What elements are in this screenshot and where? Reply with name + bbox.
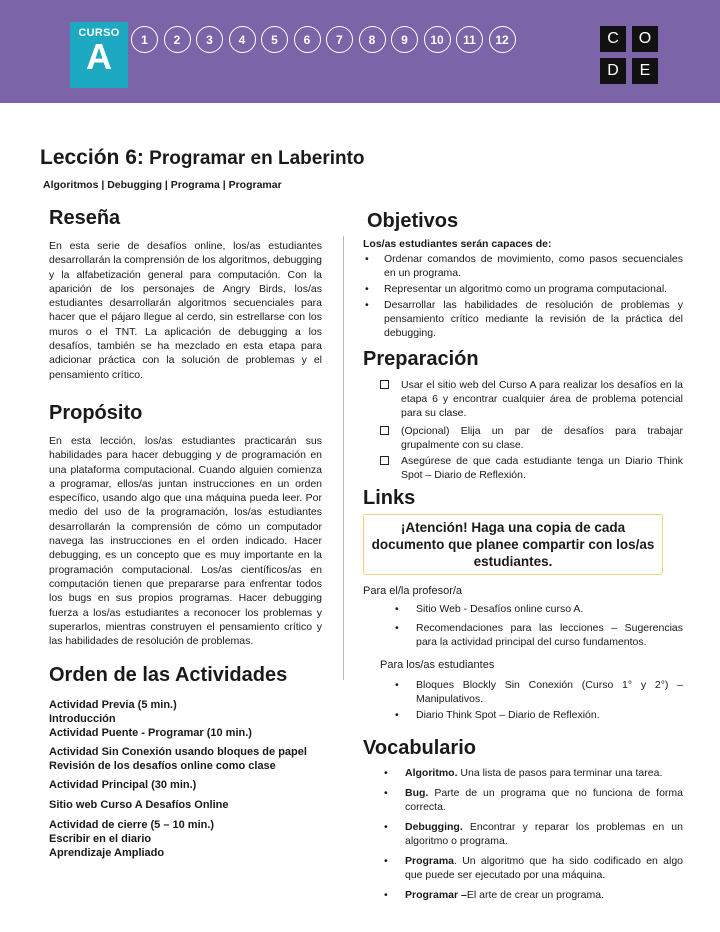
bullet-icon: • (384, 767, 388, 779)
vocab-term: Algoritmo. (405, 767, 458, 779)
teacher-link-text[interactable]: Sitio Web - Desafíos online curso A. (416, 603, 584, 615)
title-subject: Programar en Laberinto (143, 148, 365, 169)
lesson-link-6[interactable]: 6 (294, 26, 321, 53)
bullet-icon: • (365, 253, 369, 265)
column-divider (343, 236, 344, 680)
preparacion-section (363, 348, 683, 482)
preparacion-item (363, 424, 683, 452)
lesson-link-2[interactable]: 2 (164, 26, 191, 53)
links-heading: Links (363, 487, 416, 509)
vocab-definition: . Un algoritmo que ha sido codificado en algo que puede ser ejecutado por una máquina. (405, 855, 683, 881)
checkbox-icon (380, 456, 389, 465)
preparacion-heading: Preparación (363, 348, 479, 370)
course-badge[interactable] (70, 22, 128, 88)
objetivo-item (363, 252, 683, 280)
vocab-item (363, 888, 683, 902)
vocab-item (363, 820, 683, 848)
vocab-definition: Encontrar y reparar los problemas en un algoritmo o programa. (405, 821, 683, 847)
bullet-icon: • (384, 889, 388, 901)
activity-item: Revisión de los desafíos online como clase (49, 760, 276, 772)
attention-notice: ¡Atención! Haga una copia de cada documento que planee compartir con los/as estudiantes. (363, 514, 663, 575)
preparacion-item (363, 454, 683, 482)
preparacion-text: Usar el sitio web del Curso A para realizar los desafíos en la etapa 6 y encontrar cualquier área de problema potencial para su clase. (401, 379, 683, 419)
course-letter: A (86, 36, 112, 77)
activity-item: Aprendizaje Ampliado (49, 847, 165, 859)
objetivo-text: Ordenar comandos de movimiento, como pasos secuenciales en un programa. (384, 253, 683, 279)
title-lesson: Lección 6: (40, 146, 144, 169)
lesson-link-12[interactable]: 12 (489, 26, 516, 53)
activity-item: Sitio web Curso A Desafíos Online (49, 799, 229, 811)
topic-tags: Algoritmos | Debugging | Programa | Programar (43, 179, 282, 191)
teacher-link-text[interactable]: Recomendaciones para las lecciones – Sugerencias para la actividad principal del curso fundamentos. (416, 622, 683, 648)
activity-item: Introducción (49, 713, 116, 725)
logo-letter: O (632, 26, 658, 52)
objetivo-text: Desarrollar las habilidades de resolución de problemas y pensamiento crítico mediante la revisión de la práctica del debugging. (384, 299, 683, 339)
bullet-icon: • (365, 299, 369, 311)
vocab-term: Debugging. (405, 821, 463, 833)
teacher-label: Para el/la profesor/a (363, 585, 463, 597)
objetivo-text: Representar un algoritmo como un programa computacional. (384, 283, 668, 295)
bullet-icon: • (365, 283, 369, 295)
checkbox-icon (380, 426, 389, 435)
vocab-definition: Parte de un programa que no funciona de forma correcta. (405, 787, 683, 813)
course-label: CURSO (78, 27, 120, 39)
student-label: Para los/as estudiantes (380, 659, 495, 671)
vocab-term: Bug. (405, 787, 429, 799)
vocab-term: Programar – (405, 889, 467, 901)
page-title (40, 146, 365, 170)
vocab-item (363, 766, 683, 780)
lesson-link-9[interactable]: 9 (391, 26, 418, 53)
activity-item: Actividad Sin Conexión usando bloques de papel (49, 746, 307, 758)
lesson-link-5[interactable]: 5 (261, 26, 288, 53)
orden-heading: Orden de las Actividades (49, 664, 288, 686)
proposito-section (49, 402, 322, 648)
objetivo-item (363, 298, 683, 340)
links-section (363, 487, 683, 722)
vocab-item (363, 854, 683, 882)
lesson-link-10[interactable]: 10 (424, 26, 451, 53)
preparacion-item (363, 378, 683, 420)
activity-item: Actividad de cierre (5 – 10 min.) (49, 819, 215, 831)
logo-letter: E (632, 58, 658, 84)
code-logo (600, 26, 658, 84)
objetivos-section (363, 210, 683, 340)
activity-item: Actividad Previa (5 min.) (49, 699, 177, 711)
vocabulario-section (363, 737, 683, 902)
preparacion-text: (Opcional) Elija un par de desafíos para trabajar grupalmente con su clase. (401, 425, 683, 451)
student-link-item[interactable] (363, 708, 683, 722)
student-link-text[interactable]: Bloques Blockly Sin Conexión (Curso 1° y 2°) – Manipulativos. (416, 679, 683, 705)
vocab-term: Programa (405, 855, 455, 867)
bullet-icon: • (395, 603, 399, 615)
lesson-link-7[interactable]: 7 (326, 26, 353, 53)
logo-letter: D (600, 58, 626, 84)
lesson-link-11[interactable]: 11 (456, 26, 483, 53)
header-banner (0, 0, 720, 103)
logo-letter: C (600, 26, 626, 52)
student-link-text[interactable]: Diario Think Spot – Diario de Reflexión. (416, 709, 600, 721)
resena-text: En esta serie de desafíos online, los/as estudiantes desarrollarán la comprensión de los algoritmos, debugging y la alfabetización general para computación. Con la aparición de los personajes de Angry Birds, los/as estudiantes desarrollarán algoritmos secuenciales para hacer que el pájaro llegue al cerdo, sin estrellarse con los muros o el TNT. La aplicación de debugging a los desafíos, también se ha mezclado en esta etapa para adicionar práctica con la solución de problemas y el pensamiento crítico. (49, 240, 322, 381)
resena-section (49, 207, 322, 382)
orden-section (49, 664, 339, 860)
checkbox-icon (380, 380, 389, 389)
bullet-icon: • (384, 855, 388, 867)
vocab-definition: El arte de crear un programa. (466, 889, 605, 901)
activity-item: Actividad Puente - Programar (10 min.) (49, 727, 252, 739)
bullet-icon: • (395, 709, 399, 721)
preparacion-text: Asegúrese de que cada estudiante tenga un Diario Think Spot – Diario de Reflexión. (401, 455, 683, 481)
objetivo-item (363, 282, 683, 296)
lesson-number-nav (131, 26, 521, 53)
vocab-definition: Una lista de pasos para terminar una tarea. (457, 767, 663, 779)
activity-item: Escribir en el diario (49, 833, 152, 845)
bullet-icon: • (384, 821, 388, 833)
objetivos-heading: Objetivos (367, 210, 459, 232)
proposito-text: En esta lección, los/as estudiantes practicarán sus habilidades para hacer debugging y de programación en una plataforma computacional. Cuando alguien comienza a programar, ellos/as juntan instrucciones en un orden específico, usando algo que una máquina pueda leer. Por medio del uso de la programación, los/as estudiantes desarrollarán la comprensión de cómo un computador navega las instrucciones en el orden indicado. Hacer debugging, es un concepto que es muy importante en la programación computacional. Los/as científicos/as en computación tienen que prepararse para enfrentar todos los bugs en sus propios programas. Hacer debugging fuerza a los/as estudiantes a reconocer los problemas y superarlos, mientras construyen el pensamiento crítico y las habilidades de resolución de problemas. (49, 435, 322, 648)
resena-heading: Reseña (49, 207, 121, 229)
teacher-link-item[interactable] (363, 621, 683, 649)
lesson-link-3[interactable]: 3 (196, 26, 223, 53)
activity-list (49, 698, 339, 860)
bullet-icon: • (395, 679, 399, 691)
bullet-icon: • (395, 622, 399, 634)
bullet-icon: • (384, 787, 388, 799)
teacher-link-item[interactable] (363, 602, 683, 616)
proposito-heading: Propósito (49, 402, 143, 424)
lesson-link-4[interactable]: 4 (229, 26, 256, 53)
lesson-link-8[interactable]: 8 (359, 26, 386, 53)
vocabulario-heading: Vocabulario (363, 737, 476, 759)
vocab-item (363, 786, 683, 814)
activity-item: Actividad Principal (30 min.) (49, 779, 197, 791)
lesson-link-1[interactable]: 1 (131, 26, 158, 53)
student-link-item[interactable] (363, 678, 683, 706)
objetivos-intro: Los/as estudiantes serán capaces de: (363, 238, 552, 250)
